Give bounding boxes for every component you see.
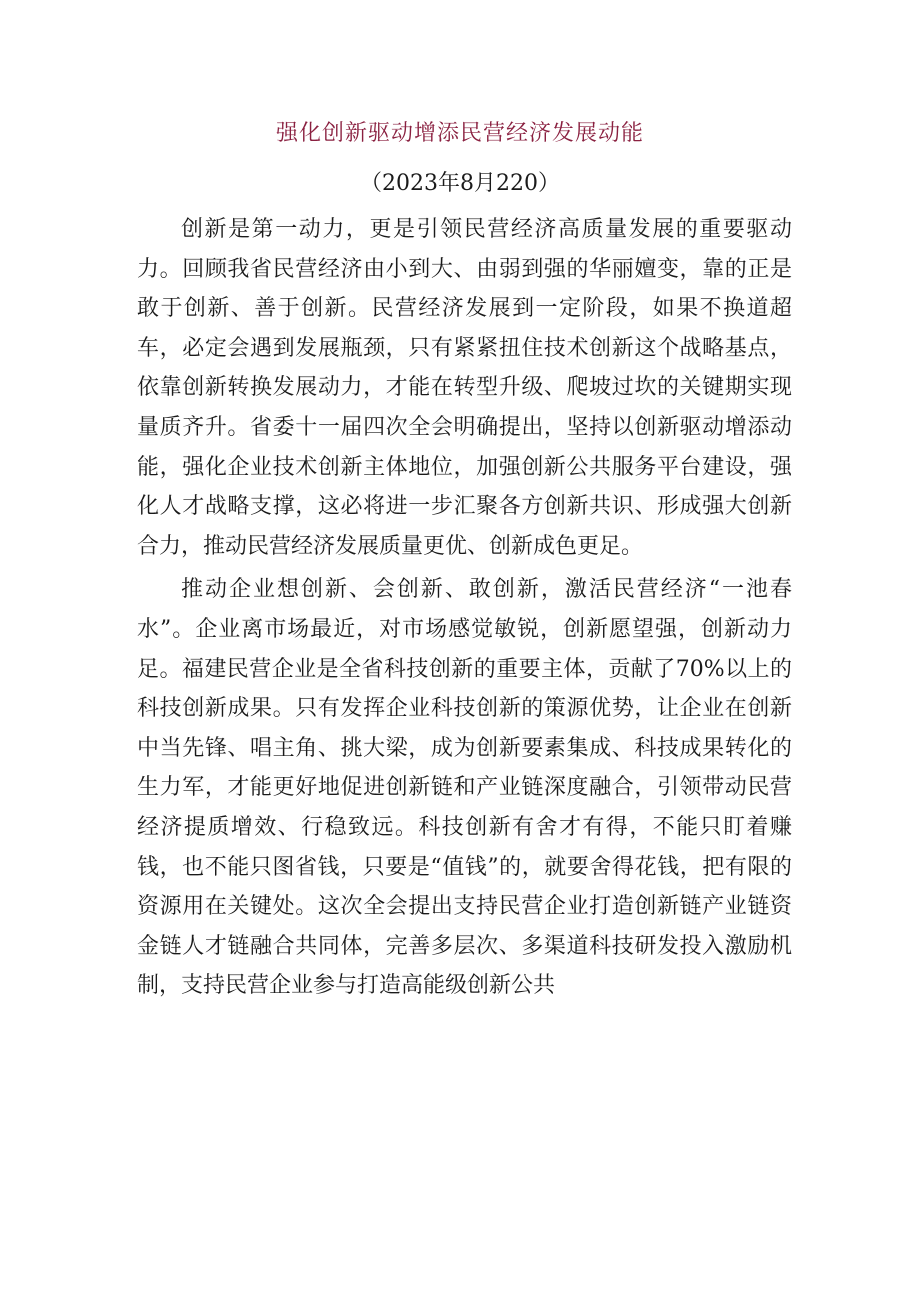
- document-date: （2023年8月220）: [360, 171, 560, 196]
- document-body: [137, 210, 792, 1006]
- paragraph-2: 推动企业想创新、会创新、敢创新，激活民营经济“一池春水”。企业离市场最近，对市场感觉敏锐，创新愿望强，创新动力足。福建民营企业是全省科技创新的重要主体，贡献了70%以上的科技创新成果。只有发挥企业科技创新的策源优势，让企业在创新中当先锋、唱主角、挑大梁，成为创新要素集成、科技成果转化的生力军，才能更好地促进创新链和产业链深度融合，引领带动民营经济提质增效、行稳致远。科技创新有舍才有得，不能只盯着赚钱，也不能只图省钱，只要是“值钱”的，就要舍得花钱，把有限的资源用在关键处。这次全会提出支持民营企业打造创新链产业链资金链人才链融合共同体，完善多层次、多渠道科技研发投入激励机制，支持民营企业参与打造高能级创新公共: [137, 577, 792, 999]
- paragraph-1: 创新是第一动力，更是引领民营经济高质量发展的重要驱动力。回顾我省民营经济由小到大、由弱到强的华丽嬗变，靠的正是敢于创新、善于创新。民营经济发展到一定阶段，如果不换道超车，必定会遇到发展瓶颈，只有紧紧扭住技术创新这个战略基点，依靠创新转换发展动力，才能在转型升级、爬坡过坎的关键期实现量质齐升。省委十一届四次全会明确提出，坚持以创新驱动增添动能，强化企业技术创新主体地位，加强创新公共服务平台建设，强化人才战略支撑，这必将进一步汇聚各方创新共识、形成强大创新合力，推动民营经济发展质量更优、创新成色更足。: [137, 217, 792, 559]
- document-title: 强化创新驱动增添民营经济发展动能: [275, 121, 644, 146]
